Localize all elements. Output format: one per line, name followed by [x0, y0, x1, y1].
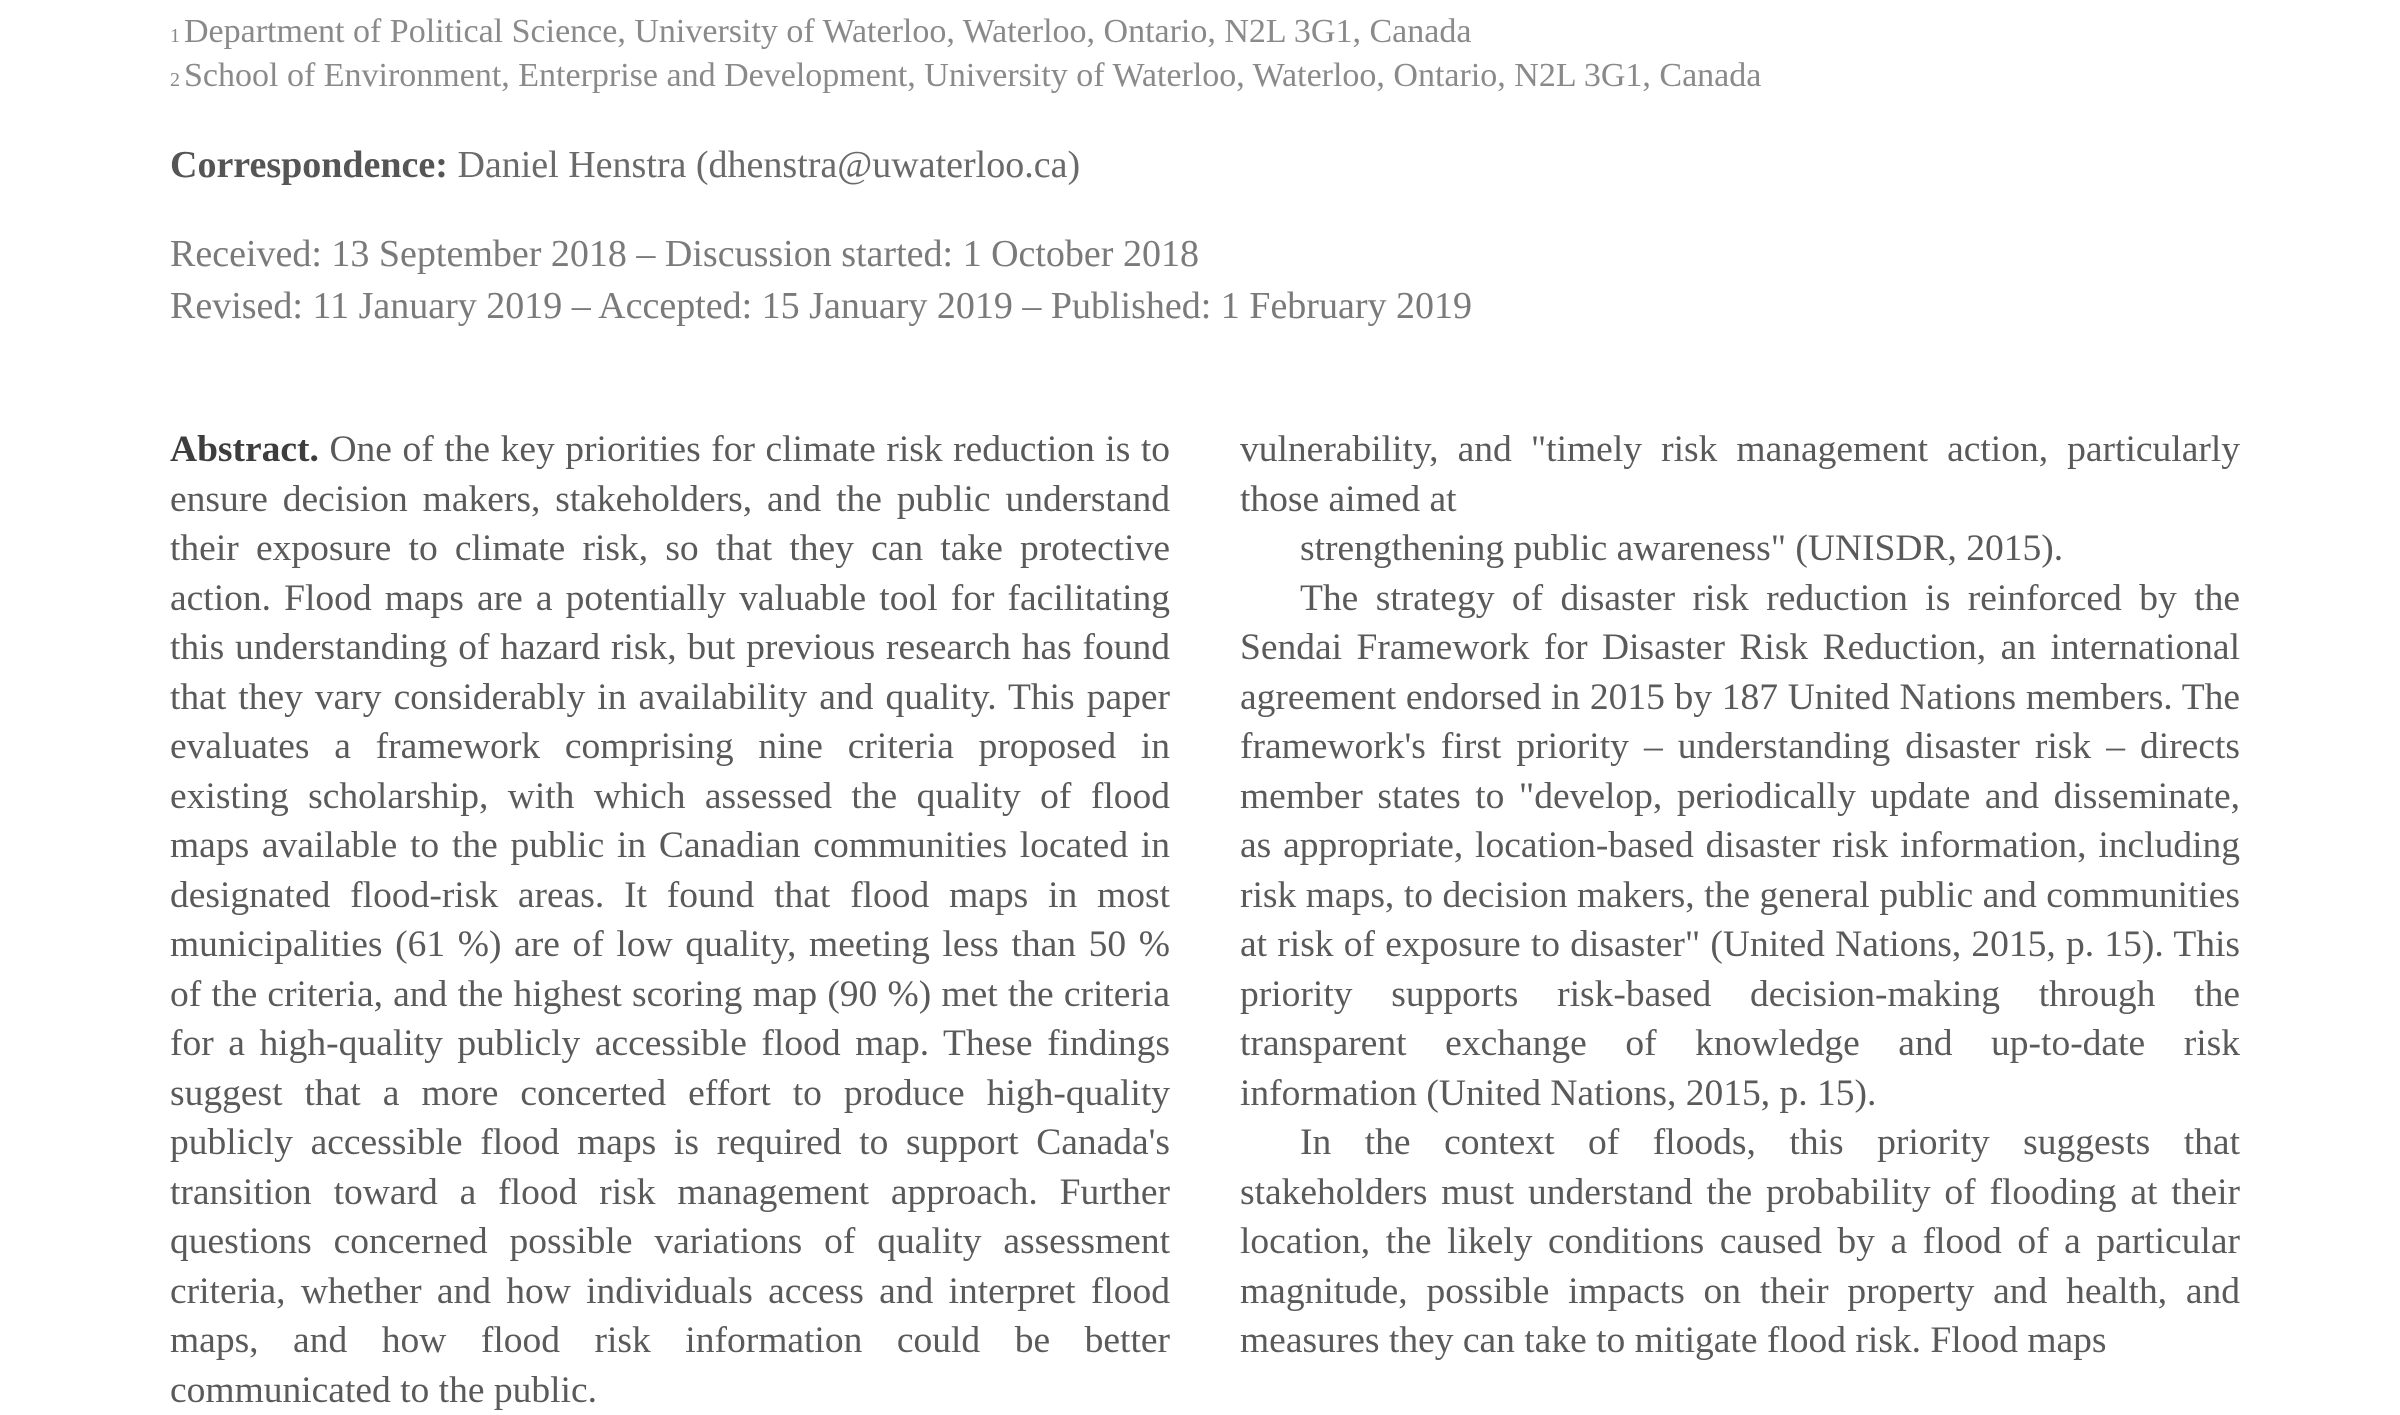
correspondence-label: Correspondence:: [170, 144, 448, 186]
abstract-text: One of the key priorities for climate risk reduction is to ensure decision makers, stakeholders, and the public understand their exposure to climate risk, so that they can take protective action. Flood maps are a potentially valuable tool for facilitating this understanding of hazard risk, but previous research has found that they vary considerably in availability and quality. This paper evaluates a framework comprising nine criteria proposed in existing scholarship, with which assessed the quality of flood maps available to the public in Canadian communities located in designated flood-risk areas. It found that flood maps in most municipalities (61 %) are of low quality, meeting less than 50 % of the criteria, and the highest scoring map (90 %) met the criteria for a high-quality publicly accessible flood map. These findings suggest that a more concerted effort to produce high-quality publicly accessible flood maps is required to support Canada's transition toward a flood risk management approach. Further questions concerned possible variations of quality assessment criteria, whether and how individuals access and interpret flood maps, and how flood risk information could be better communicated to the public.: [170, 429, 1171, 1411]
right-column: [1240, 425, 2240, 1366]
affiliations: [170, 10, 2170, 98]
quote-tail: strengthening public awareness" (UNISDR, 2015).: [1300, 528, 2064, 569]
left-column: [170, 425, 1170, 1415]
abstract: [170, 425, 1170, 1415]
dates-line-2: Revised: 11 January 2019 – Accepted: 15 January 2019 – Published: 1 February 2019: [170, 285, 1472, 327]
affiliation-text: Department of Political Science, University of Waterloo, Waterloo, Ontario, N2L 3G1, Canada: [184, 13, 1472, 50]
correspondence-text: Daniel Henstra (dhenstra@uwaterloo.ca): [457, 144, 1081, 186]
affiliation-marker: 1: [170, 25, 180, 47]
correspondence: [170, 140, 1080, 190]
publication-dates: [170, 228, 1870, 332]
dates-line-1: Received: 13 September 2018 – Discussion started: 1 October 2018: [170, 233, 1199, 275]
body-paragraph-1: The strategy of disaster risk reduction is reinforced by the Sendai Framework for Disaster Risk Reduction, an international agreement endorsed in 2015 by 187 United Nations members. The framework's first priority – understanding disaster risk – directs member states to "develop, periodically update and disseminate, as appropriate, location-based disaster risk information, including risk maps, to decision makers, the general public and communities at risk of exposure to disaster" (United Nations, 2015, p. 15). This priority supports risk-based decision-making through the transparent exchange of knowledge and up-to-date risk information (United Nations, 2015, p. 15).: [1240, 577, 2240, 1114]
quote-lead: vulnerability, and "timely risk management action, particularly those aimed at: [1240, 429, 2240, 520]
affiliation-2: [170, 54, 2170, 98]
affiliation-marker: 2: [170, 69, 180, 91]
abstract-label: Abstract.: [170, 429, 319, 470]
affiliation-1: [170, 10, 2170, 54]
body-paragraph-2: In the context of floods, this priority suggests that stakeholders must understand the probability of flooding at their location, the likely conditions caused by a flood of a particular magnitude, possible impacts on their property and health, and measures they can take to mitigate flood risk. Flood maps: [1240, 1122, 2240, 1361]
affiliation-text: School of Environment, Enterprise and Development, University of Waterloo, Waterloo, Ontario, N2L 3G1, Canada: [184, 57, 1762, 94]
